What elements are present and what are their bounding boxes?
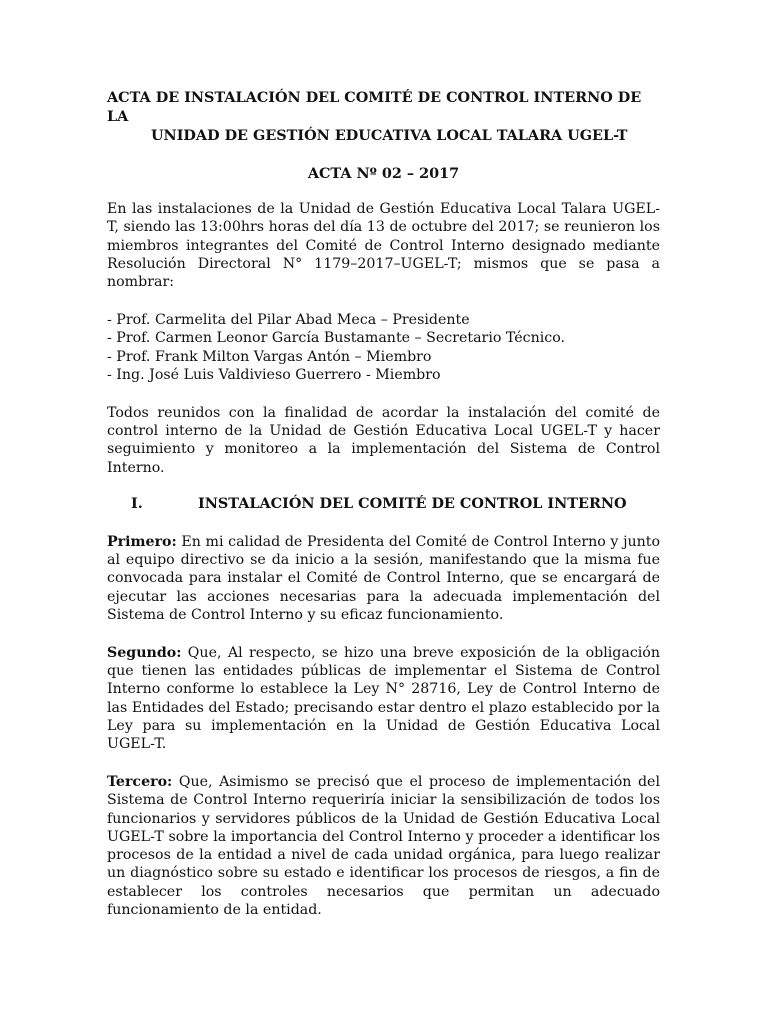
member-item: - Prof. Carmen Leonor García Bustamante – Secretario Técnico.	[107, 330, 566, 347]
item-paragraph-tercero	[107, 773, 660, 919]
intro-paragraph: En las instalaciones de la Unidad de Gestión Educativa Local Talara UGEL-T, siendo las 13:00hrs horas del día 13 de octubre del 2017; se reunieron los miembros integrantes del Comité de Control Interno designado mediante Resolución Directoral N° 1179–2017–UGEL-T; mismos que se pasa a nombrar:	[107, 201, 660, 291]
section-number: I.	[131, 494, 143, 512]
title-line-2: UNIDAD DE GESTIÓN EDUCATIVA LOCAL TALARA UGEL-T	[151, 127, 628, 144]
item-text: Que, Al respecto, se hizo una breve exposición de la obligación que tienen las entidades públicas de implementar el Sistema de Control Interno conforme lo establece la Ley N° 28716, Ley de Control Interno de las Entidades del Estado; precisando estar dentro el plazo establecido por la Ley para su implementación en la Unidad de Gestión Educativa Local UGEL-T.	[107, 645, 660, 753]
item-paragraph-segundo	[107, 644, 660, 753]
purpose-paragraph: Todos reunidos con la finalidad de acordar la instalación del comité de control interno de la Unidad de Gestión Educativa Local UGEL-T y hacer seguimiento y monitoreo a la implementación del Sistema de Control Interno.	[107, 405, 660, 476]
item-label: Tercero:	[107, 774, 173, 791]
member-item: - Prof. Frank Milton Vargas Antón – Miembro	[107, 348, 432, 365]
acta-number: ACTA Nº 02 – 2017	[307, 165, 460, 182]
member-item: - Ing. José Luis Valdivieso Guerrero - Miembro	[107, 366, 441, 383]
member-item: - Prof. Carmelita del Pilar Abad Meca – Presidente	[107, 312, 470, 329]
section-heading	[107, 495, 660, 513]
title-line-1: ACTA DE INSTALACIÓN DEL COMITÉ DE CONTROL INTERNO DE LA	[107, 89, 642, 125]
members-list	[107, 311, 660, 384]
item-text: Que, Asimismo se precisó que el proceso de implementación del Sistema de Control Interno requeriría iniciar la sensibilización de todos los funcionarios y servidores públicos de la Unidad de Gestión Educativa Local UGEL-T sobre la importancia del Control Interno y proceder a identificar los procesos de la entidad a nivel de cada unidad orgánica, para luego realizar un diagnóstico sobre su estado e identificar los procesos de riesgos, a fin de establecer los controles necesarios que permitan un adecuado funcionamiento de la entidad.	[107, 774, 660, 918]
document-title	[107, 88, 660, 145]
section-title: INSTALACIÓN DEL COMITÉ DE CONTROL INTERNO	[198, 494, 627, 512]
item-label: Primero:	[107, 534, 177, 551]
item-paragraph-primero	[107, 533, 660, 624]
item-label: Segundo:	[107, 645, 182, 662]
item-text: En mi calidad de Presidenta del Comité de Control Interno y junto al equipo directivo se da inicio a la sesión, manifestando que la misma fue convocada para instalar el Comité de Control Interno, que se encargará de ejecutar las acciones necesarias para la adecuada implementación del Sistema de Control Interno y su eficaz funcionamiento.	[107, 534, 660, 623]
